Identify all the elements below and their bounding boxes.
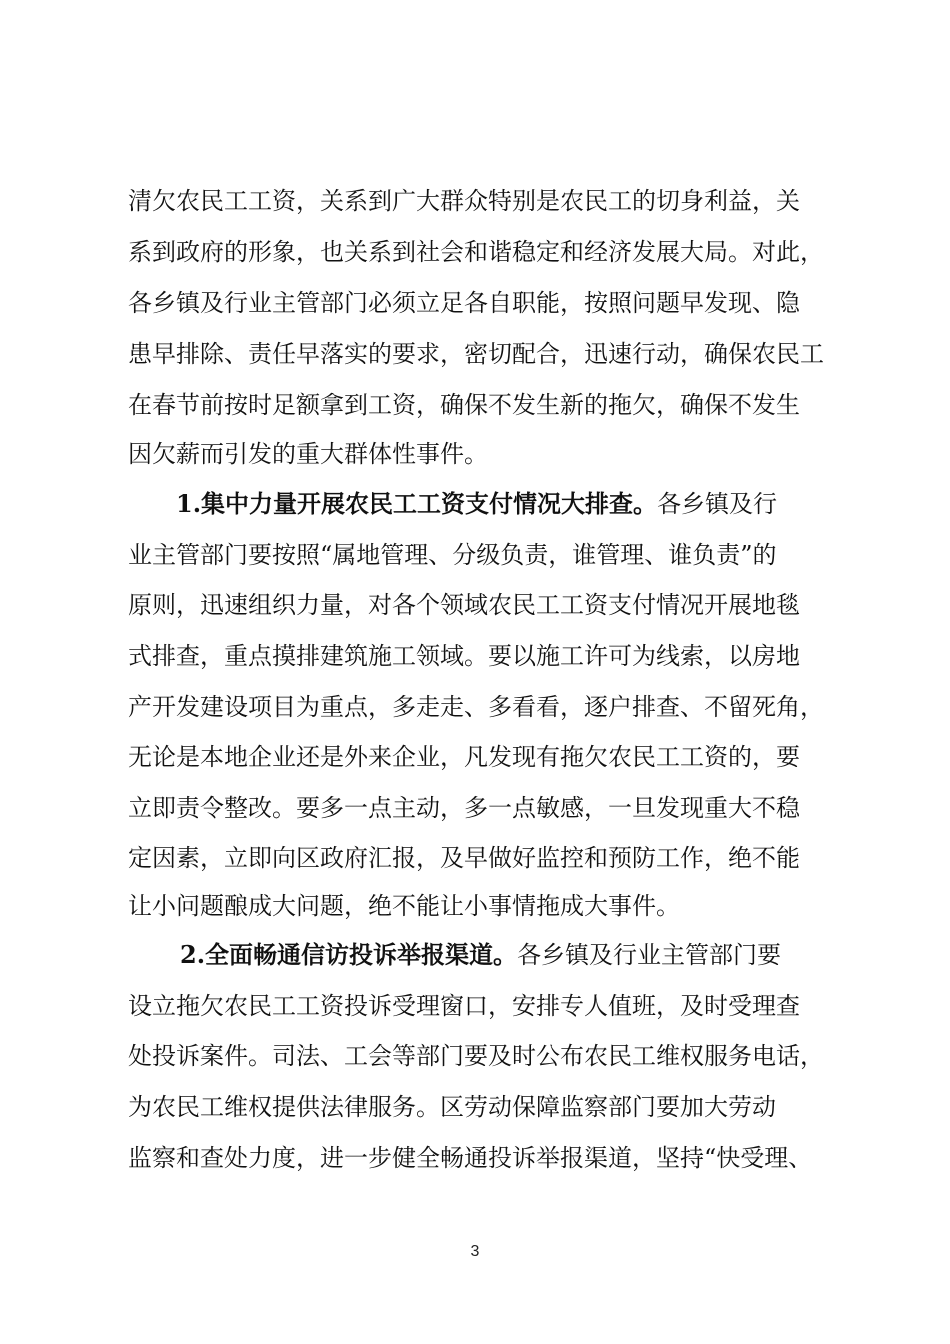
paragraph-2-line-4: 式排查，重点摸排建筑施工领域。要以施工许可为线索，以房地 [128,642,800,670]
paragraph-2-line-5: 产开发建设项目为重点，多走走、多看看，逐户排查、不留死角， [128,693,824,721]
paragraph-1-line-5: 在春节前按时足额拿到工资，确保不发生新的拖欠，确保不发生 [128,391,800,419]
paragraph-3-line-4: 为农民工维权提供法律服务。区劳动保障监察部门要加大劳动 [128,1093,776,1121]
paragraph-1-line-1: 清欠农民工工资，关系到广大群众特别是农民工的切身利益，关 [128,187,800,215]
paragraph-2-first-line [176,484,828,524]
paragraph-3-first-line [180,935,828,975]
paragraph-3-line-3: 处投诉案件。司法、工会等部门要及时公布农民工维权服务电话， [128,1042,824,1070]
paragraph-2-line-6: 无论是本地企业还是外来企业，凡发现有拖欠农民工工资的，要 [128,743,800,771]
paragraph-2-line-3: 原则，迅速组织力量，对各个领域农民工工资支付情况开展地毯 [128,591,800,619]
paragraph-3-heading: 2.全面畅通信访投诉举报渠道。 [180,940,518,969]
paragraph-1-line-2: 系到政府的形象，也关系到社会和谐稳定和经济发展大局。对此， [128,238,824,266]
page-number: 3 [470,1243,480,1260]
paragraph-2-line-8: 定因素，立即向区政府汇报，及早做好监控和预防工作，绝不能 [128,844,800,872]
paragraph-1-line-6: 因欠薪而引发的重大群体性事件。 [128,440,488,468]
paragraph-1-line-4: 患早排除、责任早落实的要求，密切配合，迅速行动，确保农民工 [128,340,824,368]
paragraph-2-line-7: 立即责令整改。要多一点主动，多一点敏感，一旦发现重大不稳 [128,794,800,822]
paragraph-2-line-9: 让小问题酿成大问题，绝不能让小事情拖成大事件。 [128,892,680,920]
paragraph-3-first-line-rest: 各乡镇及行业主管部门要 [517,941,782,969]
paragraph-2-line-2: 业主管部门要按照“属地管理、分级负责，谁管理、谁负责”的 [128,541,777,569]
paragraph-2-first-line-rest: 各乡镇及行 [657,490,778,518]
paragraph-2-heading: 1.集中力量开展农民工工资支付情况大排查。 [176,489,658,518]
paragraph-3-line-2: 设立拖欠农民工工资投诉受理窗口，安排专人值班，及时受理查 [128,992,800,1020]
paragraph-1-line-3: 各乡镇及行业主管部门必须立足各自职能，按照问题早发现、隐 [128,289,800,317]
paragraph-3-line-5: 监察和查处力度，进一步健全畅通投诉举报渠道，坚持“快受理、 [128,1144,813,1172]
